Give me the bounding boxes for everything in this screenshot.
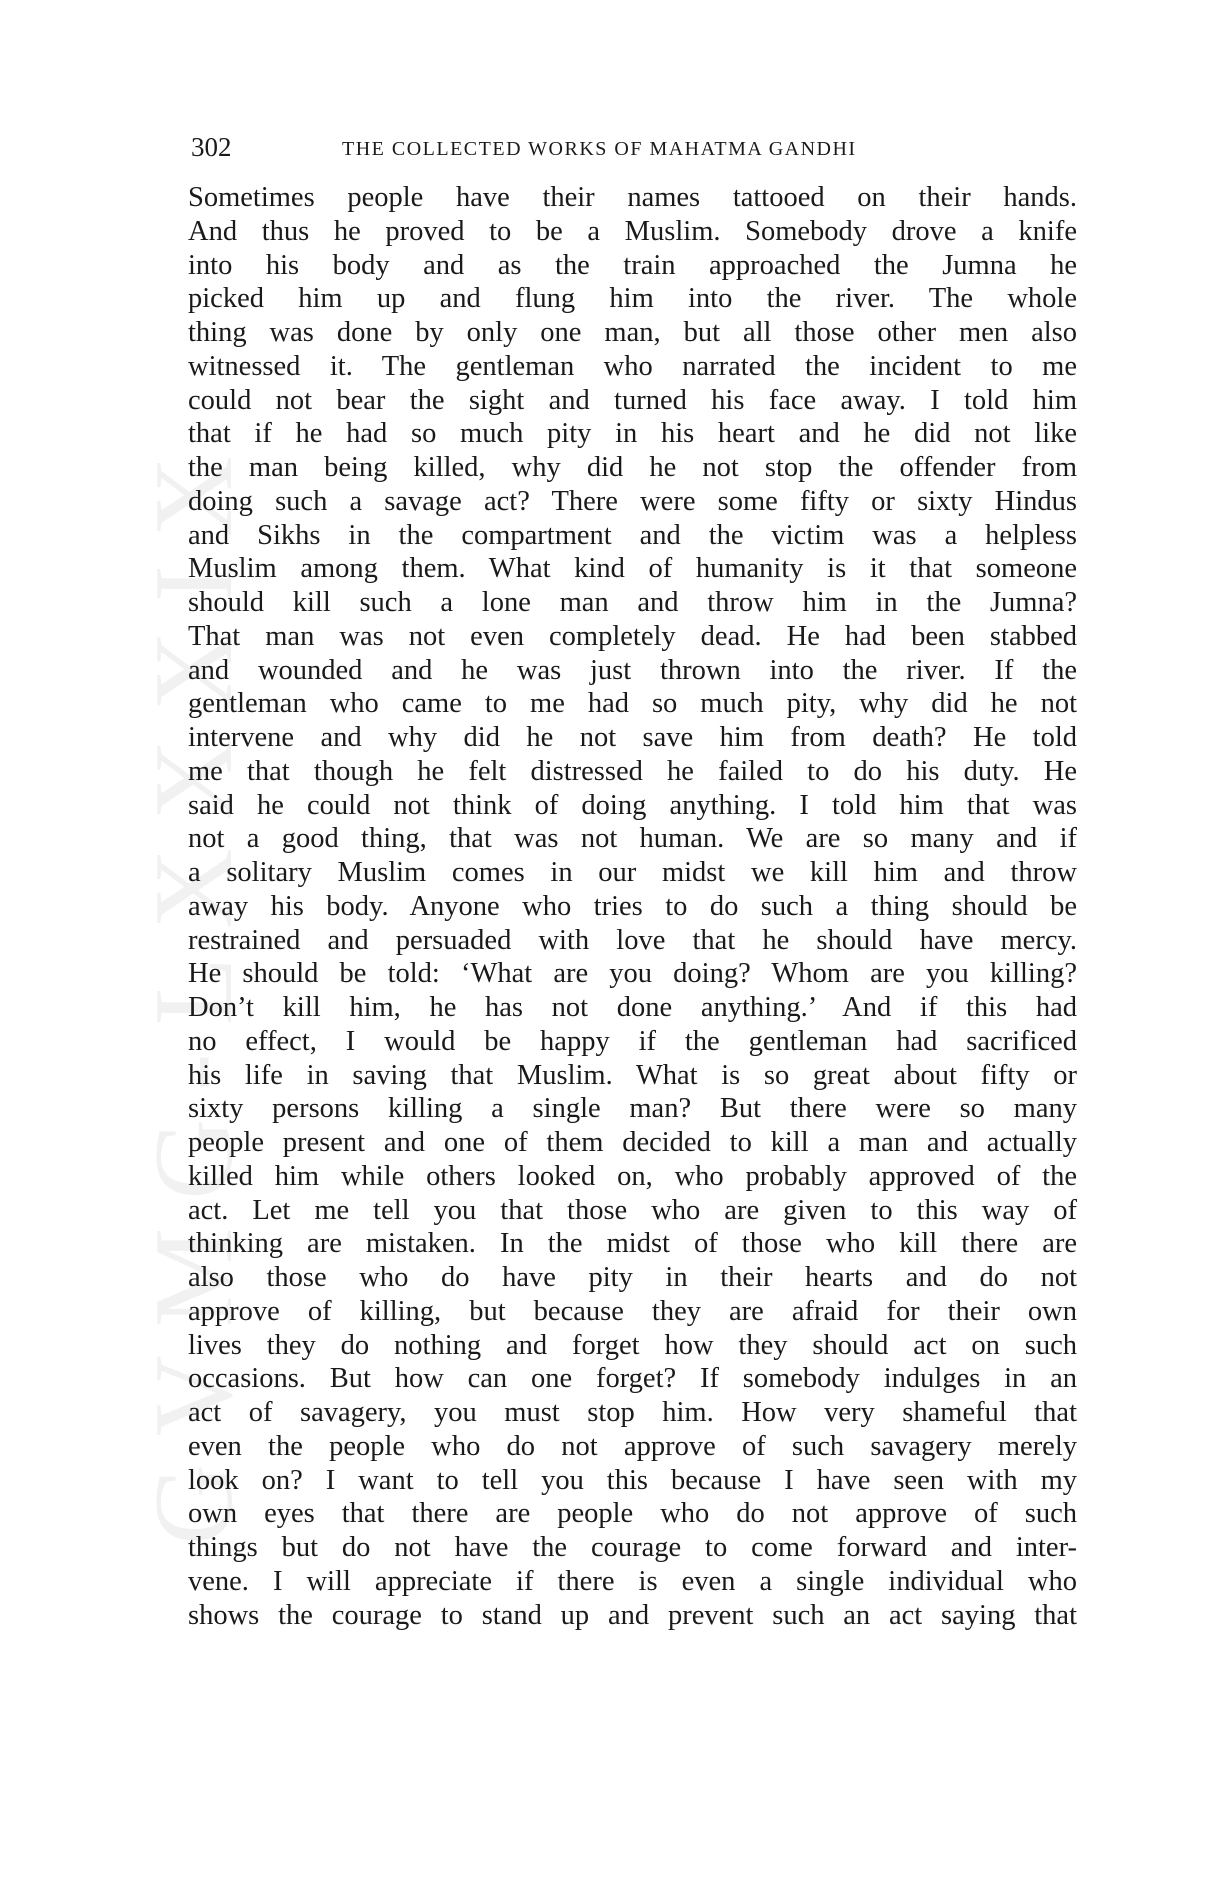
watermark-text: GVMG-LXXXIX: [132, 428, 256, 1545]
body-line: intervene and why did he not save him from death? He told: [188, 722, 1077, 753]
body-line: should kill such a lone man and throw him in the Jumna?: [188, 587, 1077, 618]
body-line: and wounded and he was just thrown into the river. If the: [188, 654, 1077, 686]
body-line: doing such a savage act? There were some fifty or sixty Hindus: [188, 485, 1077, 517]
body-line: occasions. But how can one forget? If somebody indulges in an: [188, 1363, 1077, 1395]
running-head-title: THE COLLECTED WORKS OF MAHATMA GANDHI: [342, 138, 857, 160]
body-line: a solitary Muslim comes in our midst we kill him and throw: [188, 857, 1077, 888]
body-line: shows the courage to stand up and prevent such an act saying that: [188, 1599, 1077, 1631]
body-line: thing was done by only one man, but all those other men also: [188, 317, 1077, 348]
body-line: killed him while others looked on, who probably approved of the: [188, 1160, 1077, 1192]
body-line: picked him up and flung him into the river. The whole: [188, 283, 1077, 315]
body-line: also those who do have pity in their hearts and do not: [188, 1262, 1077, 1293]
body-line: his life in saving that Muslim. What is so great about fifty or: [188, 1059, 1077, 1091]
body-line: no effect, I would be happy if the gentleman had sacrificed: [188, 1025, 1077, 1057]
body-line: look on? I want to tell you this because I have seen with my: [188, 1464, 1077, 1496]
body-line: act. Let me tell you that those who are given to this way of: [188, 1194, 1077, 1226]
body-line: people present and one of them decided to kill a man and actually: [188, 1127, 1077, 1158]
body-line: vene. I will appreciate if there is even a single individual who: [188, 1565, 1077, 1597]
body-line: lives they do nothing and forget how they should act on such: [188, 1329, 1077, 1361]
body-line: away his body. Anyone who tries to do such a thing should be: [188, 890, 1077, 922]
body-line: the man being killed, why did he not stop the offender from: [188, 452, 1077, 483]
body-line: witnessed it. The gentleman who narrated the incident to me: [188, 350, 1077, 382]
body-line: approve of killing, but because they are afraid for their own: [188, 1295, 1077, 1327]
body-line: and Sikhs in the compartment and the victim was a helpless: [188, 519, 1077, 551]
body-line: thinking are mistaken. In the midst of those who kill there are: [188, 1228, 1077, 1260]
body-line: not a good thing, that was not human. We are so many and if: [188, 823, 1077, 855]
body-line: even the people who do not approve of such savagery merely: [188, 1430, 1077, 1462]
body-line: Muslim among them. What kind of humanity is it that someone: [188, 553, 1077, 585]
body-line: own eyes that there are people who do not approve of such: [188, 1498, 1077, 1530]
body-line: restrained and persuaded with love that he should have mercy.: [188, 924, 1077, 956]
body-line: me that though he felt distressed he failed to do his duty. He: [188, 755, 1077, 787]
body-line: that if he had so much pity in his heart and he did not like: [188, 418, 1077, 450]
body-line: could not bear the sight and turned his face away. I told him: [188, 384, 1077, 416]
body-line: Sometimes people have their names tattooed on their hands.: [188, 182, 1077, 213]
body-line: said he could not think of doing anything. I told him that was: [188, 789, 1077, 821]
body-line: Don’t kill him, he has not done anything.’ And if this had: [188, 992, 1077, 1023]
body-text: [188, 181, 1077, 1632]
body-line: act of savagery, you must stop him. How very shameful that: [188, 1397, 1077, 1428]
body-line: things but do not have the courage to come forward and inter-: [188, 1532, 1077, 1563]
running-head: [191, 127, 1076, 167]
body-line: gentleman who came to me had so much pity, why did he not: [188, 688, 1077, 720]
page-number: 302: [191, 132, 232, 162]
body-line: That man was not even completely dead. He had been stabbed: [188, 620, 1077, 652]
body-line: sixty persons killing a single man? But there were so many: [188, 1093, 1077, 1125]
body-line: He should be told: ‘What are you doing? Whom are you killing?: [188, 958, 1077, 990]
body-line: into his body and as the train approached the Jumna he: [188, 249, 1077, 281]
body-line: And thus he proved to be a Muslim. Somebody drove a knife: [188, 215, 1077, 247]
